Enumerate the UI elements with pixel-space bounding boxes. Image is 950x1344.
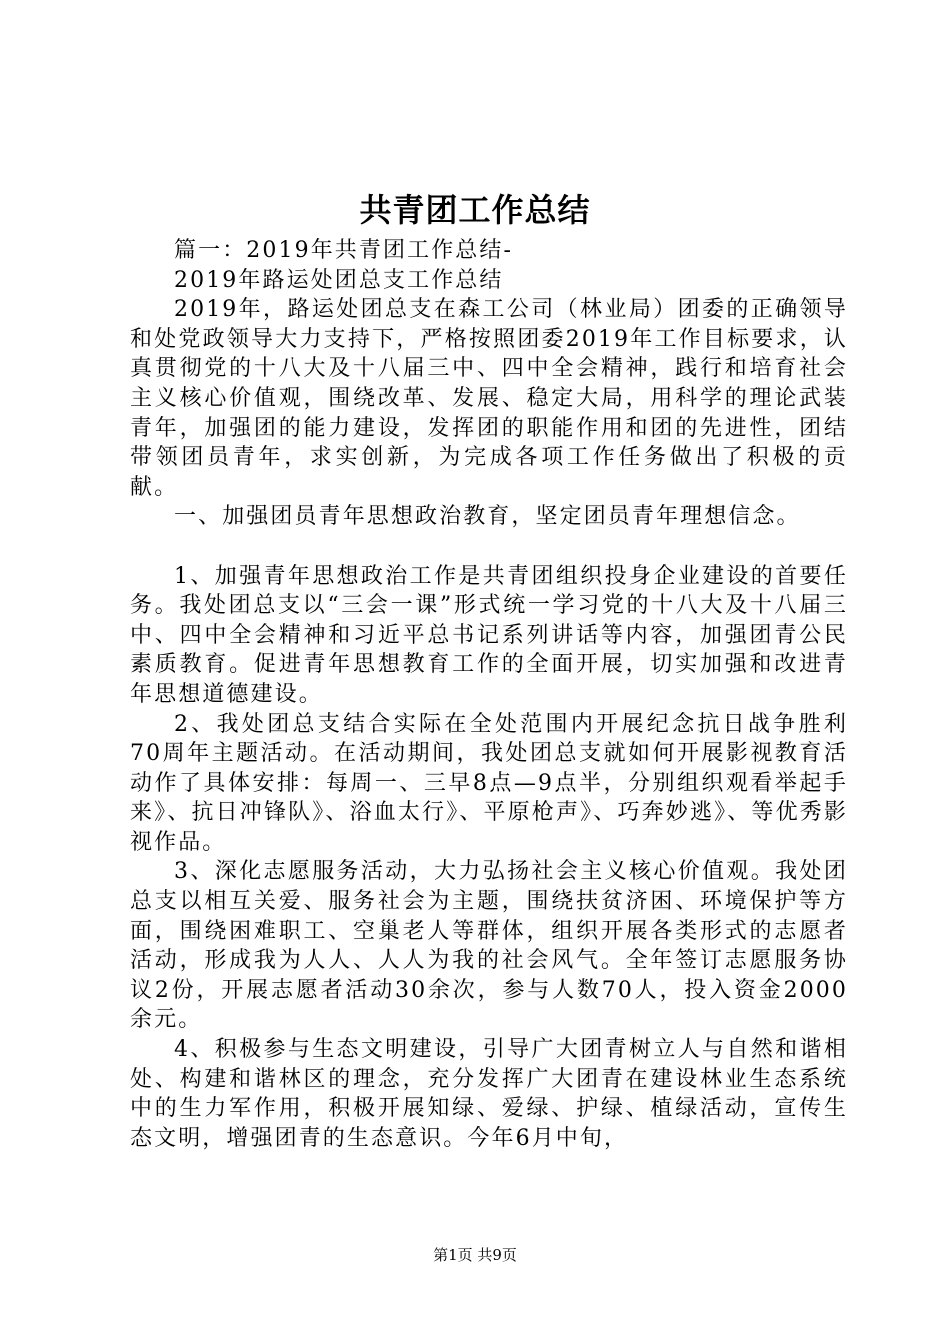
paragraph-item-4: 4、积极参与生态文明建设，引导广大团青树立人与自然和谐相处、构建和谐林区的理念，充分发挥广大团青在建设林业生态系统中的生力军作用，积极开展知绿、爱绿、护绿、植绿活动，宣传生态文明，增强团青的生态意识。今年6月中旬， (130, 1037, 848, 1151)
paragraph-section-heading: 篇一：2019年共青团工作总结- (174, 238, 514, 263)
paragraph-subtitle: 2019年路运处团总支工作总结 (174, 267, 504, 293)
document-body (130, 236, 848, 1153)
document-title: 共青团工作总结 (359, 191, 591, 229)
paragraph-intro: 2019年，路运处团总支在森工公司（林业局）团委的正确领导和处党政领导大力支持下，严格按照团委2019年工作目标要求，认真贯彻党的十八大及十八届三中、四中全会精神，践行和培育社会主义核心价值观，围绕改革、发展、稳定大局，用科学的理论武装青年，加强团的能力建设，发挥团的职能作用和团的先进性，团结带领团员青年，求实创新，为完成各项工作任务做出了积极的贡献。 (130, 297, 848, 500)
paragraph-item-1: 1、加强青年思想政治工作是共青团组织投身企业建设的首要任务。我处团总支以“三会一课”形式统一学习党的十八大及十八届三中、四中全会精神和习近平总书记系列讲话等内容，加强团青公民素质教育。促进青年思想教育工作的全面开展，切实加强和改进青年思想道德建设。 (130, 563, 848, 707)
paragraph-item-2: 2、我处团总支结合实际在全处范围内开展纪念抗日战争胜利70周年主题活动。在活动期间，我处团总支就如何开展影视教育活动作了具体安排：每周一、三早8点—9点半，分别组织观看举起手来》、抗日冲锋队》、浴血太行》、平原枪声》、巧奔妙逃》、等优秀影视作品。 (130, 711, 848, 855)
paragraph-spacer (130, 532, 848, 562)
paragraph-item-3: 3、深化志愿服务活动，大力弘扬社会主义核心价值观。我处团总支以相互关爱、服务社会为主题，围绕扶贫济困、环境保护等方面，围绕困难职工、空巢老人等群体，组织开展各类形式的志愿者活动，形成我为人人、人人为我的社会风气。全年签订志愿服务协议2份，开展志愿者活动30余次，参与人数70人，投入资金2000余元。 (130, 859, 848, 1033)
paragraph-heading-one: 一、加强团员青年思想政治教育，坚定团员青年理想信念。 (174, 504, 801, 530)
page-number-footer: 第1页 共9页 (433, 1246, 517, 1264)
